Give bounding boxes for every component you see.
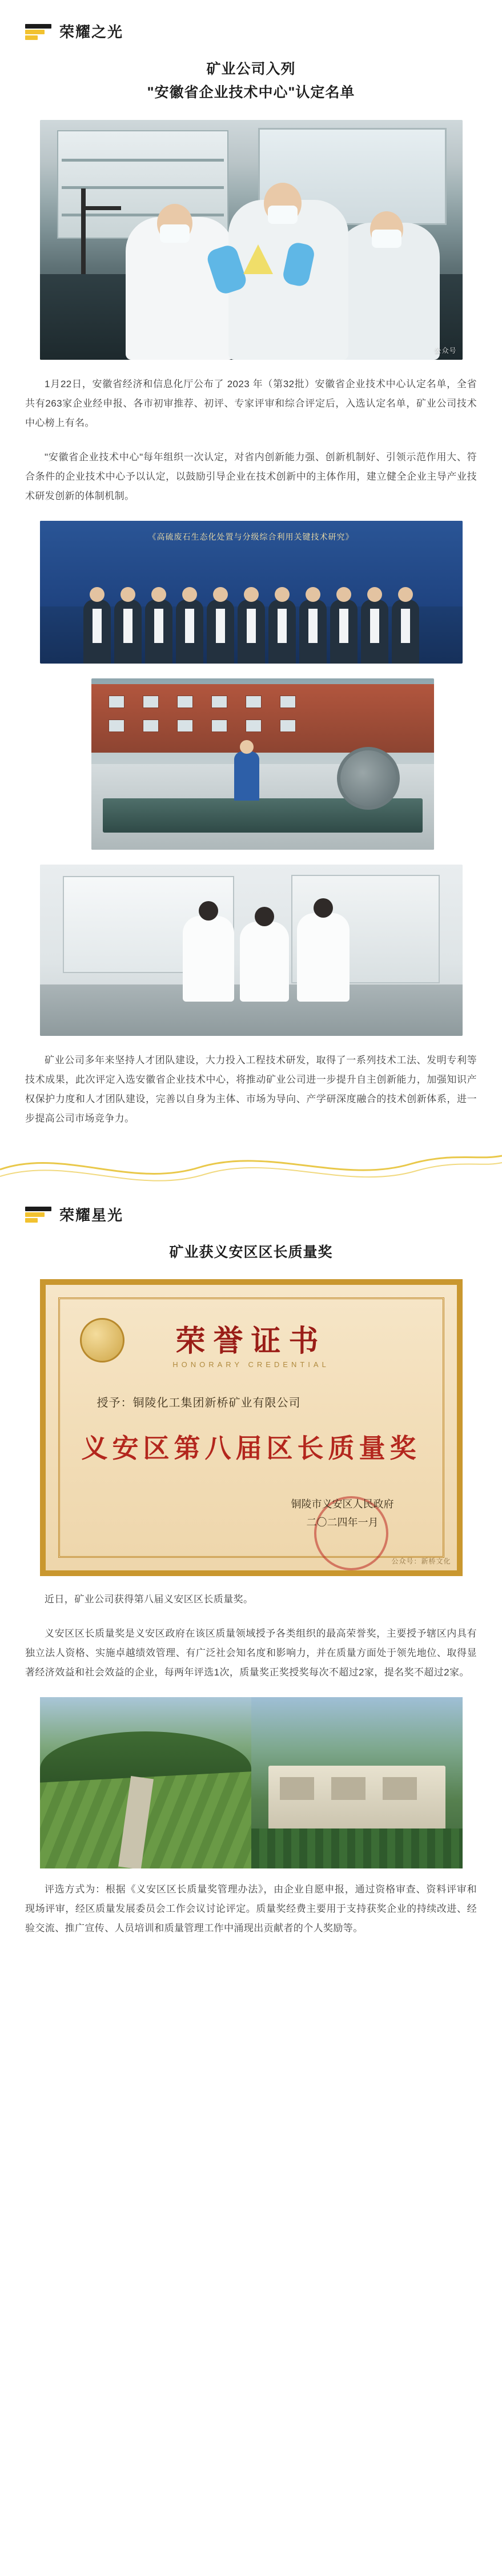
stripes-icon xyxy=(25,23,51,40)
section-title: 荣耀之光 xyxy=(59,23,124,41)
certificate-issuer-line1: 铜陵市义安区人民政府 xyxy=(291,1498,394,1510)
certificate-award-name: 义安区第八届区长质量奖 xyxy=(81,1433,421,1463)
certificate-title: 荣誉证书 xyxy=(175,1325,327,1358)
section-banner-glory-light xyxy=(0,0,502,47)
paragraph: 评选方式为：根据《义安区区长质量奖管理办法》，由企业自愿申报，通过资格审查、资料评审和现场评审，经区质量发展委员会工作会议讨论评定。质量奖经费主要用于支持获奖企业的持续改进、经验交流、推广宣传、人员培训和质量管理工作中涌现出贡献者的个人奖励等。 xyxy=(25,1883,477,1934)
article-title xyxy=(23,1241,479,1264)
photo-watermark: 公众号：新桥文化 xyxy=(391,1557,451,1565)
section-title: 荣耀星光 xyxy=(59,1206,124,1224)
certificate-recipient: 授予：铜陵化工集团新桥矿业有限公司 xyxy=(97,1396,301,1409)
conference-group-photo xyxy=(40,521,463,664)
lab-experiment-photo xyxy=(40,120,463,360)
paragraph: 义安区区长质量奖是义安区政府在该区质量领域授予各类组织的最高荣誉奖，主要授予辖区内具有独立法人资格、实施卓越绩效管理、有广泛社会知名度和影响力，并在质量方面处于领先地位、取得显著经济效益和社会效益的企业，每两年评选1次，质量奖正奖授奖每次不超过2家，提名奖不超过2家。 xyxy=(25,1627,477,1678)
outdoor-equipment-photo xyxy=(91,678,434,850)
paragraph: "安徽省企业技术中心"每年组织一次认定，对省内创新能力强、创新机制好、引领示范作用大、符合条件的企业技术中心予以认定，以鼓励引导企业在技术创新中的主体作用，建立健全企业主导产业技术研发创新的体制机制。 xyxy=(25,451,477,501)
certificate-issuer-line2: 二〇二四年一月 xyxy=(306,1517,379,1529)
conference-banner-text: 《高硫废石生态化处置与分级综合利用关键技术研究》 xyxy=(148,532,354,541)
aerial-plant-photo xyxy=(251,1697,463,1868)
laboratory-room-photo xyxy=(40,865,463,1036)
paragraph: 1月22日，安徽省经济和信息化厅公布了 2023 年（第32批）安徽省企业技术中心认定名单，全省共有263家企业经申报、各市初审推荐、初评、专家评审和综合评定后，入选认定名单，矿业公司技术中心榜上有名。 xyxy=(25,378,477,428)
honor-certificate xyxy=(40,1279,463,1576)
photo-watermark: 公众号 xyxy=(434,346,457,355)
mountain-village-photo xyxy=(40,1697,251,1868)
wave-divider xyxy=(0,1143,502,1183)
article-title-line2: "安徽省企业技术中心"认定名单 xyxy=(147,85,355,101)
paragraph: 近日，矿业公司获得第八届义安区区长质量奖。 xyxy=(45,1593,254,1605)
stripes-icon xyxy=(25,1205,51,1223)
certificate-subtitle-en: HONORARY CREDENTIAL xyxy=(172,1360,330,1369)
paragraph: 矿业公司多年来坚持人才团队建设，大力投入工程技术研发，取得了一系列技术工法、发明专利等技术成果，此次评定入选安徽省企业技术中心，将推动矿业公司进一步提升自主创新能力，加强知识产权保护力度和人才团队建设，完善以自身为主体、市场为导向、产学研深度融合的技术创新体系，进一步提高公司市场竞争力。 xyxy=(25,1054,477,1124)
article-title-line1: 矿业公司入列 xyxy=(206,61,296,77)
article-title-line1: 矿业获义安区区长质量奖 xyxy=(169,1244,333,1260)
article-title xyxy=(23,58,479,105)
section-banner-glory-star xyxy=(0,1183,502,1231)
photo-grid xyxy=(40,1697,463,1868)
certificate-issuer xyxy=(291,1495,394,1532)
